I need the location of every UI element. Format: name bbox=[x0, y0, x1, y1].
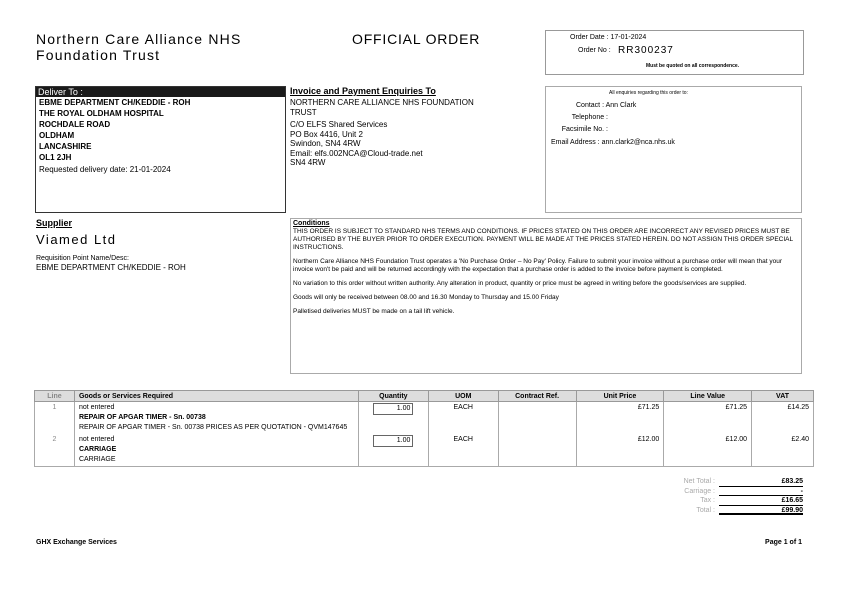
deliver-line: ROCHDALE ROAD bbox=[39, 120, 111, 129]
cell-uom: EACH bbox=[428, 402, 498, 435]
grand-total-row bbox=[640, 506, 803, 516]
order-note: Must be quoted on all correspondence. bbox=[646, 63, 740, 69]
carriage-value: - bbox=[719, 487, 803, 497]
cell-quantity bbox=[358, 434, 428, 467]
tax-row bbox=[640, 496, 803, 506]
enquiries-title: All enquiries regarding this order to: bbox=[609, 90, 688, 96]
col-header-line: Line bbox=[35, 391, 75, 402]
col-header-uom: UOM bbox=[428, 391, 498, 402]
totals-block bbox=[640, 477, 803, 515]
org-line-1: Northern Care Alliance NHS bbox=[36, 31, 242, 47]
deliver-to-title: Deliver To : bbox=[36, 87, 285, 97]
document-title: OFFICIAL ORDER bbox=[352, 31, 481, 47]
cell-quantity bbox=[358, 402, 428, 435]
item-code: not entered bbox=[78, 436, 115, 443]
cell-line-value: £12.00 bbox=[664, 434, 752, 467]
invoice-line: Email: elfs.002NCA@Cloud-trade.net bbox=[290, 148, 423, 158]
deliver-line: EBME DEPARTMENT CH/KEDDIE - ROH bbox=[39, 98, 191, 107]
col-header-contract: Contract Ref. bbox=[498, 391, 576, 402]
conditions-paragraph: No variation to this order without written authority. Any alteration in product, quantity or price must be agreed in writing before the goods/services are supplied. bbox=[293, 280, 747, 287]
conditions-title: Conditions bbox=[293, 220, 330, 227]
cell-contract bbox=[498, 402, 576, 435]
col-header-goods: Goods or Services Required bbox=[74, 391, 358, 402]
table-header-row bbox=[35, 391, 814, 402]
footer-left: GHX Exchange Services bbox=[36, 539, 117, 546]
invoice-line: SN4 4RW bbox=[290, 158, 326, 167]
requested-delivery-date: Requested delivery date: 21-01-2024 bbox=[39, 165, 171, 174]
net-total-label: Net Total : bbox=[683, 478, 715, 485]
net-total-row bbox=[640, 477, 803, 487]
table-row bbox=[35, 434, 814, 467]
requisition-point-value: EBME DEPARTMENT CH/KEDDIE - ROH bbox=[36, 263, 186, 272]
item-desc-2: CARRIAGE bbox=[78, 456, 116, 463]
enquiries-fax: Facsimile No. : bbox=[561, 126, 608, 133]
grand-total-value: £99.90 bbox=[719, 506, 803, 516]
carriage-label: Carriage : bbox=[684, 487, 715, 495]
page-number: Page 1 of 1 bbox=[765, 539, 802, 546]
quantity-value: 1.00 bbox=[373, 403, 413, 415]
order-items-table bbox=[34, 390, 814, 467]
item-desc-1: REPAIR OF APGAR TIMER - Sn. 00738 bbox=[78, 414, 206, 421]
cell-unit-price: £71.25 bbox=[576, 402, 664, 435]
cell-line: 1 bbox=[35, 402, 75, 435]
order-no-label: Order No : bbox=[578, 47, 611, 54]
enquiries-email: Email Address : ann.clark2@nca.nhs.uk bbox=[551, 139, 675, 146]
carriage-row bbox=[640, 487, 803, 497]
cell-vat: £14.25 bbox=[752, 402, 814, 435]
cell-line-value: £71.25 bbox=[664, 402, 752, 435]
item-desc-1: CARRIAGE bbox=[78, 446, 117, 453]
cell-unit-price: £12.00 bbox=[576, 434, 664, 467]
supplier-section bbox=[36, 218, 286, 272]
conditions-paragraph: Northern Care Alliance NHS Foundation Trust operates a 'No Purchase Order – No Pay' Policy. Failure to submit your invoice without a purchase order will mean that your invoice won't be paid and will be returned accordingly with the expectation that a purchase order is added to the invoice before payment is completed. bbox=[293, 258, 783, 273]
order-info-box bbox=[545, 30, 804, 75]
invoice-line: TRUST bbox=[290, 107, 317, 117]
deliver-line: THE ROYAL OLDHAM HOSPITAL bbox=[39, 109, 164, 118]
supplier-name: Viamed Ltd bbox=[36, 232, 117, 247]
deliver-line: LANCASHIRE bbox=[39, 142, 92, 151]
order-date: Order Date : 17-01-2024 bbox=[570, 34, 647, 41]
cell-uom: EACH bbox=[428, 434, 498, 467]
requisition-point-label: Requisition Point Name/Desc: bbox=[36, 255, 129, 262]
cell-goods bbox=[74, 402, 358, 435]
enquiries-contact: Contact : Ann Clark bbox=[576, 102, 637, 109]
invoice-line: C/O ELFS Shared Services bbox=[290, 120, 388, 129]
org-line-2: Foundation Trust bbox=[36, 47, 161, 63]
col-header-unit-price: Unit Price bbox=[576, 391, 664, 402]
cell-line: 2 bbox=[35, 434, 75, 467]
deliver-line: OLDHAM bbox=[39, 131, 75, 140]
invoice-line: Swindon, SN4 4RW bbox=[290, 139, 361, 148]
organisation-name bbox=[36, 31, 242, 63]
invoice-section bbox=[290, 86, 545, 213]
item-code: not entered bbox=[78, 404, 115, 411]
conditions-paragraph: Palletised deliveries MUST be made on a tail lift vehicle. bbox=[293, 308, 455, 315]
invoice-line: NORTHERN CARE ALLIANCE NHS FOUNDATION bbox=[290, 98, 474, 107]
order-no-value: RR300237 bbox=[618, 45, 674, 56]
conditions-paragraph: THIS ORDER IS SUBJECT TO STANDARD NHS TERMS AND CONDITIONS. IF PRICES STATED ON THIS ORDER ARE INCORRECT ANY REVISED PRICES MUST BE AUTHORISED BY THE BUYER PRIOR TO ORDER EXECUTION. PAYMENT WILL BE MADE AT THE PRICES STATED HEREIN. DO NOT ASSIGN THIS ORDER SPECIAL INSTRUCTIONS. bbox=[293, 228, 793, 251]
col-header-vat: VAT bbox=[752, 391, 814, 402]
enquiries-telephone: Telephone : bbox=[571, 114, 608, 121]
invoice-title: Invoice and Payment Enquiries To bbox=[290, 86, 436, 96]
cell-contract bbox=[498, 434, 576, 467]
conditions-box bbox=[290, 218, 802, 374]
tax-label: Tax : bbox=[700, 497, 715, 504]
tax-value: £16.65 bbox=[719, 496, 803, 506]
net-total-value: £83.25 bbox=[719, 477, 803, 487]
deliver-to-box bbox=[35, 86, 286, 213]
cell-vat: £2.40 bbox=[752, 434, 814, 467]
item-desc-2: REPAIR OF APGAR TIMER - Sn. 00738 PRICES AS PER QUOTATION - QVM147645 bbox=[78, 424, 348, 431]
enquiries-box bbox=[545, 86, 802, 213]
deliver-line: OL1 2JH bbox=[39, 153, 72, 162]
col-header-quantity: Quantity bbox=[358, 391, 428, 402]
invoice-line: PO Box 4416, Unit 2 bbox=[290, 129, 363, 139]
quantity-value: 1.00 bbox=[373, 435, 413, 447]
col-header-line-value: Line Value bbox=[664, 391, 752, 402]
table-row bbox=[35, 402, 814, 435]
grand-total-label: Total : bbox=[696, 506, 715, 514]
supplier-title: Supplier bbox=[36, 218, 73, 228]
conditions-paragraph: Goods will only be received between 08.00 and 16.30 Monday to Thursday and 15.00 Friday bbox=[293, 294, 559, 301]
cell-goods bbox=[74, 434, 358, 467]
